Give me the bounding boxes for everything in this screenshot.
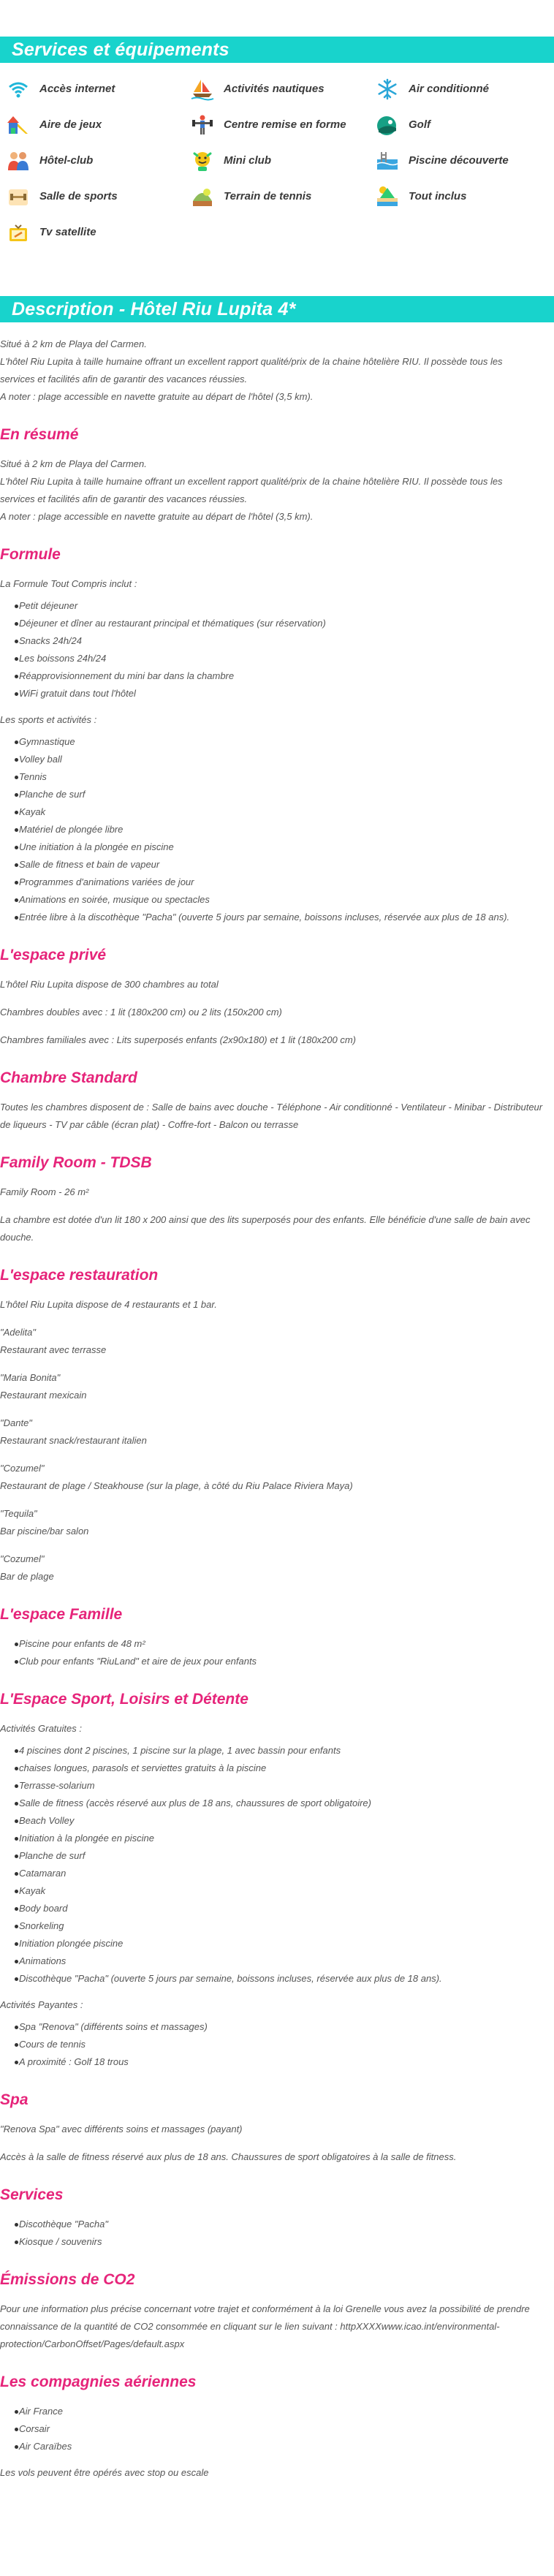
espace-prive-heading: L'espace privé	[0, 947, 107, 963]
service-label: Accès internet	[39, 83, 115, 95]
list-item: Discothèque "Pacha" (ouverte 5 jours par semaine, boissons incluses, réservée aux plus de 18 ans).	[0, 1970, 554, 1988]
list-item: Déjeuner et dîner au restaurant principal et thématiques (sur réservation)	[0, 615, 554, 632]
all-inclusive-icon	[375, 184, 400, 209]
list-item: Air Caraïbes	[0, 2438, 554, 2455]
list-item: WiFi gratuit dans tout l'hôtel	[0, 685, 554, 702]
list-item: Spa "Renova" (différents soins et massages)	[0, 2018, 554, 2036]
list-item: chaises longues, parasols et serviettes gratuits à la piscine	[0, 1759, 554, 1777]
restaurant-name: "Adelita"	[0, 1327, 36, 1338]
list-item: Matériel de plongée libre	[0, 821, 554, 838]
wifi-icon	[6, 77, 31, 102]
espace-prive-line: Chambres doubles avec : 1 lit (180x200 cm) ou 2 lits (150x200 cm)	[0, 1007, 282, 1018]
co2-heading: Émissions de CO2	[0, 2271, 135, 2288]
list-item: Body board	[0, 1900, 554, 1917]
intro-line: A noter : plage accessible en navette gratuite au départ de l'hôtel (3,5 km).	[0, 391, 314, 402]
spa-heading: Spa	[0, 2091, 29, 2108]
service-hotel-club	[6, 148, 190, 173]
resume-line: services et facilités afin de garantir des vacances réussies.	[0, 493, 248, 504]
resume-line: L'hôtel Riu Lupita à taille humaine offrant un excellent rapport qualité/prix de la chaine hôtelière RIU. Il possède tous les	[0, 476, 503, 487]
list-item: Snorkeling	[0, 1917, 554, 1935]
service-label: Golf	[409, 118, 430, 131]
services-grid	[0, 63, 554, 245]
list-item: Snacks 24h/24	[0, 632, 554, 650]
gym-icon	[6, 184, 31, 209]
restaurant-name: "Maria Bonita"	[0, 1372, 61, 1383]
service-ac	[375, 76, 554, 102]
free-activities-list	[0, 1742, 554, 1988]
formule-intro: La Formule Tout Compris inclut :	[0, 578, 137, 589]
restaurant-name: "Cozumel"	[0, 1553, 45, 1564]
restauration-heading: L'espace restauration	[0, 1267, 159, 1284]
list-item: Entrée libre à la discothèque "Pacha" (ouverte 5 jours par semaine, boissons incluses, réservée aux plus de 18 ans).	[0, 909, 554, 926]
list-item: Planche de surf	[0, 786, 554, 803]
fitness-center-icon	[190, 113, 215, 137]
paid-activities-list	[0, 2018, 554, 2071]
list-item: Kayak	[0, 1882, 554, 1900]
sports-intro: Les sports et activités :	[0, 714, 97, 725]
list-item: Terrasse-solarium	[0, 1777, 554, 1795]
list-item: Initiation plongée piscine	[0, 1935, 554, 1952]
co2-text: Pour une information plus précise concernant votre trajet et conformément à la loi Grenelle vous avez la possibilité de prendre connaissance de la quantité de CO2 consommée en cliquant sur le lien suivant : httpXXXXwww.icao.int/environmental-protection/CarbonOffset/Pages/default.aspx	[0, 2303, 530, 2349]
airlines-note: Les vols peuvent être opérés avec stop ou escale	[0, 2467, 209, 2478]
playground-icon	[6, 113, 31, 137]
list-item: Air France	[0, 2403, 554, 2420]
list-item: Planche de surf	[0, 1847, 554, 1865]
airlines-heading: Les compagnies aériennes	[0, 2374, 197, 2390]
service-label: Piscine découverte	[409, 154, 509, 167]
satellite-tv-icon	[6, 220, 31, 245]
service-label: Aire de jeux	[39, 118, 102, 131]
list-item: Kayak	[0, 803, 554, 821]
intro-line: services et facilités afin de garantir des vacances réussies.	[0, 374, 248, 384]
hotel-club-icon	[6, 148, 31, 173]
service-label: Centre remise en forme	[224, 118, 346, 131]
family-room-heading: Family Room - TDSB	[0, 1154, 152, 1171]
service-label: Salle de sports	[39, 190, 118, 202]
list-item: Animations en soirée, musique ou spectacles	[0, 891, 554, 909]
list-item: Cours de tennis	[0, 2036, 554, 2053]
intro-line: L'hôtel Riu Lupita à taille humaine offrant un excellent rapport qualité/prix de la chaine hôtelière RIU. Il possède tous les	[0, 356, 503, 367]
service-label: Terrain de tennis	[224, 190, 312, 202]
service-internet	[6, 76, 190, 102]
service-golf	[375, 112, 554, 137]
restaurant-name: "Tequila"	[0, 1508, 37, 1519]
list-item: Initiation à la plongée en piscine	[0, 1830, 554, 1847]
service-label: Mini club	[224, 154, 271, 167]
list-item: 4 piscines dont 2 piscines, 1 piscine sur la plage, 1 avec bassin pour enfants	[0, 1742, 554, 1759]
chambre-standard-text: Toutes les chambres disposent de : Salle de bains avec douche - Téléphone - Air conditionné - Ventilateur - Minibar - Distributeur de liqueurs - TV par câble (écran plat) - Coffre-fort - Balcon ou terrasse	[0, 1102, 543, 1130]
list-item: Corsair	[0, 2420, 554, 2438]
list-item: Salle de fitness (accès réservé aux plus de 18 ans, chaussures de sport obligatoire)	[0, 1795, 554, 1812]
service-pool	[375, 148, 554, 173]
espace-prive-line: Chambres familiales avec : Lits superposés enfants (2x90x180) et 1 lit (180x200 cm)	[0, 1034, 357, 1045]
golf-icon	[375, 113, 400, 137]
formule-heading: Formule	[0, 546, 61, 563]
restaurant-name: "Dante"	[0, 1417, 32, 1428]
spa-line: "Renova Spa" avec différents soins et massages (payant)	[0, 2124, 243, 2134]
restaurant-desc: Restaurant snack/restaurant italien	[0, 1435, 147, 1446]
family-room-text: La chambre est dotée d'un lit 180 x 200 ainsi que des lits superposés pour des enfants. Elle bénéficie d'une salle de bain avec douche.	[0, 1214, 531, 1243]
list-item: Salle de fitness et bain de vapeur	[0, 856, 554, 874]
services-header: Services et équipements	[0, 37, 554, 63]
chambre-standard-heading: Chambre Standard	[0, 1069, 137, 1086]
sport-heading: L'Espace Sport, Loisirs et Détente	[0, 1691, 248, 1708]
service-label: Hôtel-club	[39, 154, 94, 167]
water-sports-icon	[190, 77, 215, 102]
service-tennis	[190, 183, 375, 209]
family-room-size: Family Room - 26 m²	[0, 1186, 89, 1197]
list-item: Gymnastique	[0, 733, 554, 751]
service-label: Air conditionné	[409, 83, 489, 95]
list-item: Volley ball	[0, 751, 554, 768]
mini-club-icon	[190, 148, 215, 173]
restaurant-desc: Restaurant avec terrasse	[0, 1344, 107, 1355]
list-item: Discothèque "Pacha"	[0, 2216, 554, 2233]
service-label: Tv satellite	[39, 226, 96, 238]
list-item: Réapprovisionnement du mini bar dans la chambre	[0, 667, 554, 685]
list-item: Club pour enfants "RiuLand" et aire de jeux pour enfants	[0, 1653, 554, 1670]
services-list	[0, 2216, 554, 2251]
resume-line: Situé à 2 km de Playa del Carmen.	[0, 458, 147, 469]
description-header: Description - Hôtel Riu Lupita 4*	[0, 296, 554, 322]
service-all-inclusive	[375, 183, 554, 209]
restauration-intro: L'hôtel Riu Lupita dispose de 4 restaurants et 1 bar.	[0, 1299, 217, 1310]
paid-activities-intro: Activités Payantes :	[0, 1999, 83, 2010]
list-item: Les boissons 24h/24	[0, 650, 554, 667]
intro-line: Situé à 2 km de Playa del Carmen.	[0, 338, 147, 349]
restaurant-desc: Bar de plage	[0, 1571, 54, 1582]
resume-heading: En résumé	[0, 426, 79, 443]
air-conditioning-icon	[375, 77, 400, 102]
list-item: Tennis	[0, 768, 554, 786]
airlines-list	[0, 2403, 554, 2455]
service-nautique	[190, 76, 375, 102]
famille-heading: L'espace Famille	[0, 1606, 123, 1623]
sports-list	[0, 733, 554, 926]
pool-icon	[375, 148, 400, 173]
service-gym	[6, 183, 190, 209]
list-item: Kiosque / souvenirs	[0, 2233, 554, 2251]
list-item: A proximité : Golf 18 trous	[0, 2053, 554, 2071]
resume-line: A noter : plage accessible en navette gratuite au départ de l'hôtel (3,5 km).	[0, 511, 314, 522]
list-item: Animations	[0, 1952, 554, 1970]
formule-list	[0, 597, 554, 702]
espace-prive-line: L'hôtel Riu Lupita dispose de 300 chambres au total	[0, 979, 219, 990]
service-label: Tout inclus	[409, 190, 467, 202]
service-playground	[6, 112, 190, 137]
restaurant-desc: Restaurant de plage / Steakhouse (sur la plage, à côté du Riu Palace Riviera Maya)	[0, 1480, 353, 1491]
tennis-icon	[190, 184, 215, 209]
hotel-description	[0, 322, 554, 2482]
list-item: Programmes d'animations variées de jour	[0, 874, 554, 891]
list-item: Piscine pour enfants de 48 m²	[0, 1635, 554, 1653]
list-item: Beach Volley	[0, 1812, 554, 1830]
restaurant-desc: Restaurant mexicain	[0, 1390, 87, 1401]
spa-line: Accès à la salle de fitness réservé aux plus de 18 ans. Chaussures de sport obligatoires à la salle de fitness.	[0, 2151, 457, 2162]
service-label: Activités nautiques	[224, 83, 325, 95]
service-tv	[6, 219, 190, 245]
list-item: Petit déjeuner	[0, 597, 554, 615]
services-list-heading: Services	[0, 2186, 64, 2203]
service-mini-club	[190, 148, 375, 173]
restaurant-name: "Cozumel"	[0, 1463, 45, 1474]
free-activities-intro: Activités Gratuites :	[0, 1723, 82, 1734]
list-item: Une initiation à la plongée en piscine	[0, 838, 554, 856]
restaurant-desc: Bar piscine/bar salon	[0, 1526, 89, 1537]
list-item: Catamaran	[0, 1865, 554, 1882]
famille-list	[0, 1635, 554, 1670]
service-fitness	[190, 112, 375, 137]
